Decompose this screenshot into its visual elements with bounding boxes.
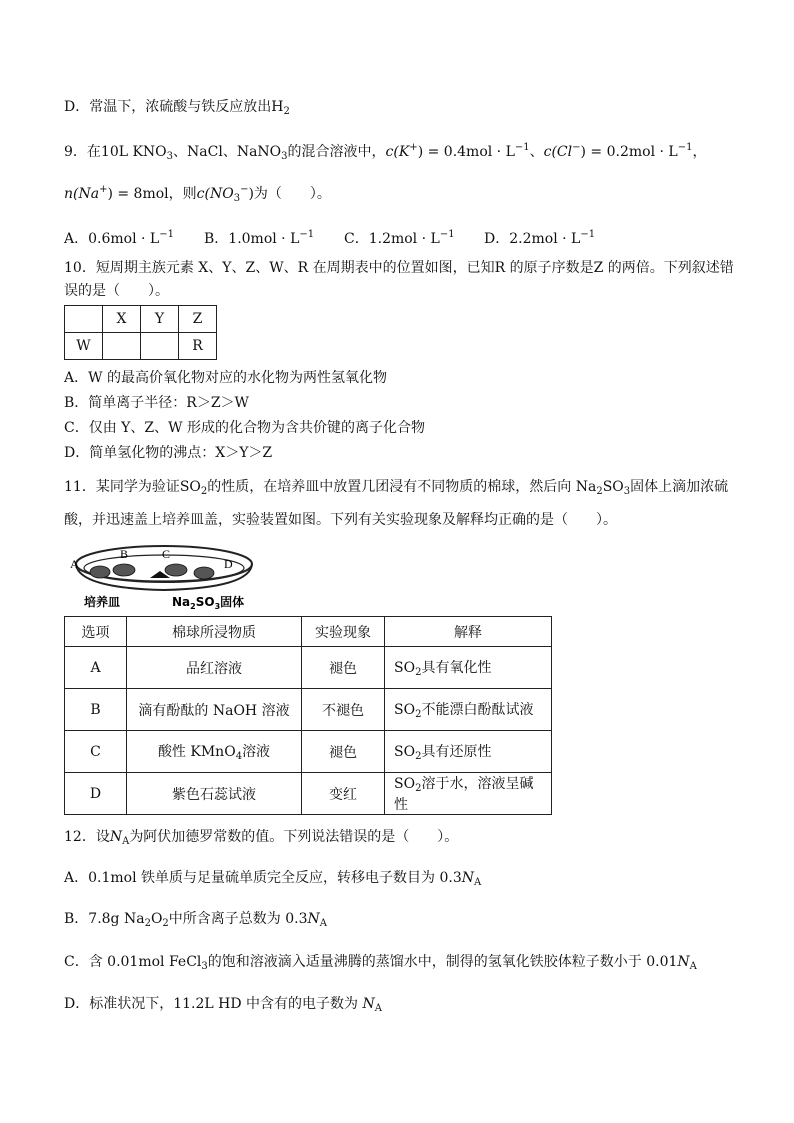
q12-text: A．0.1mol 铁单质与足量硫单质完全反应，转移电子数目为 0.3	[64, 870, 462, 886]
exp-sub: 2	[415, 709, 422, 720]
table-cell: Y	[141, 306, 179, 333]
q12-text: C．含 0.01mol FeCl	[64, 954, 202, 970]
q8-d-text: D．常温下，浓硫酸与铁反应放出H	[64, 99, 284, 115]
q9-opt-text: A．0.6mol · L	[64, 231, 160, 247]
exp-sub: 2	[415, 667, 422, 678]
row-substance: 紫色石蕊试液	[127, 773, 302, 815]
table-row	[65, 306, 217, 333]
table-cell: R	[179, 333, 217, 360]
exp-text: SO	[394, 702, 416, 718]
table-cell	[141, 333, 179, 360]
q12-text: 12．设	[64, 829, 110, 845]
q9-option-a	[64, 225, 204, 249]
periodic-table-fragment	[64, 305, 217, 360]
header-explanation: 解释	[385, 617, 552, 647]
label-b: B	[120, 547, 129, 561]
table-cell	[65, 306, 103, 333]
table-row	[65, 647, 552, 689]
row-option: A	[65, 647, 127, 689]
q9-sup: −	[240, 184, 249, 195]
q8-option-d	[64, 97, 290, 122]
q9-sub: 3	[281, 151, 288, 162]
row-phenomenon: 褪色	[302, 731, 385, 773]
row-explanation	[385, 773, 552, 815]
q9-text: ，	[692, 144, 707, 160]
q12-sub: A	[122, 836, 130, 847]
q8-d-sub: 2	[283, 106, 290, 117]
q12-stem	[64, 827, 458, 852]
q9-ccl: c(Cl	[543, 144, 573, 160]
row-explanation	[385, 647, 552, 689]
q12-text: 为阿伏加德罗常数的值。下列说法错误的是（ ）。	[129, 829, 459, 845]
label-a: A	[70, 557, 79, 571]
exp-text: 溶于水，溶液呈碱性	[394, 776, 534, 813]
table-cell: W	[65, 333, 103, 360]
q9-text: 、	[529, 144, 544, 160]
q12-na: N	[677, 954, 690, 970]
q12-option-c	[64, 952, 697, 977]
header-option: 选项	[65, 617, 127, 647]
q12-text: 的饱和溶液滴入适量沸腾的蒸馏水中，制得的氢氧化铁胶体粒子数小于 0.01	[207, 954, 678, 970]
q9-cno3: c(NO	[196, 186, 234, 202]
q11-stem-line2: 酸，并迅速盖上培养皿盖，实验装置如图。下列有关实验现象及解释均正确的是（ ）。	[64, 512, 617, 528]
exp-text: SO	[394, 744, 416, 760]
q12-sub: A	[689, 961, 697, 972]
q12-na: N	[461, 870, 474, 886]
table-row	[65, 773, 552, 815]
exp-text: 具有氧化性	[421, 660, 492, 676]
q9-sup: +	[409, 142, 418, 153]
row-phenomenon: 不褪色	[302, 689, 385, 731]
q12-sub: A	[473, 877, 482, 888]
table-row	[65, 333, 217, 360]
q9-sub: 3	[233, 193, 241, 204]
q9-option-d	[484, 225, 595, 249]
q9-stem-line2	[64, 180, 331, 209]
table-header-row	[65, 617, 552, 647]
q10-stem-line1: 10．短周期主族元素 X、Y、Z、W、R 在周期表中的位置如图，已知R 的原子序数是Z 的两倍。下列叙述错	[64, 260, 734, 276]
q12-sub: 3	[201, 961, 208, 972]
q12-na: N	[362, 996, 375, 1012]
label-dish: 培养皿	[84, 595, 121, 609]
table-cell	[103, 333, 141, 360]
exp-text: SO	[394, 776, 416, 792]
q10-option-d: D．简单氢化物的沸点：X＞Y＞Z	[64, 445, 273, 461]
solid-text: 固体	[220, 595, 245, 609]
q9-sup: +	[99, 184, 108, 195]
experiment-table	[64, 616, 552, 815]
row-explanation	[385, 731, 552, 773]
q9-text: ) = 0.4mol · L	[417, 144, 515, 160]
q10-stem-line2: 误的是（ ）。	[64, 283, 169, 299]
q9-sup: −1	[677, 142, 693, 153]
row-substance	[127, 731, 302, 773]
label-d: D	[224, 557, 233, 571]
q9-stem-line1	[64, 138, 706, 167]
exp-text: 具有还原性	[421, 744, 492, 760]
q9-opt-sup: −1	[580, 229, 596, 240]
q10-option-a: A．W 的最高价氧化物对应的水化物为两性氢氧化物	[64, 370, 387, 386]
header-substance: 棉球所浸物质	[127, 617, 302, 647]
row-option: D	[65, 773, 127, 815]
exp-sub: 2	[415, 783, 422, 794]
q11-sub: 2	[596, 486, 603, 497]
q11-sub: 2	[200, 486, 208, 497]
q9-opt-sup: −1	[299, 229, 315, 240]
q9-sup: −	[572, 142, 581, 153]
q11-sub: 3	[623, 486, 631, 497]
table-row	[65, 689, 552, 731]
sub-text: 溶液	[242, 744, 271, 760]
q9-opt-sup: −1	[439, 229, 455, 240]
exp-sub: 2	[415, 751, 422, 762]
table-row	[65, 731, 552, 773]
q9-options	[64, 225, 595, 249]
q12-na: N	[307, 911, 320, 927]
q12-option-b	[64, 909, 327, 934]
q9-opt-text: C．1.2mol · L	[344, 231, 440, 247]
row-explanation	[385, 689, 552, 731]
q9-opt-text: B．1.0mol · L	[204, 231, 300, 247]
row-phenomenon: 变红	[302, 773, 385, 815]
label-solid	[172, 594, 244, 611]
q9-sup: −1	[514, 142, 530, 153]
q9-ck: c(K	[385, 144, 410, 160]
solid-sub: 2	[190, 602, 196, 611]
q12-option-a	[64, 868, 481, 893]
sub-text: 酸性 KMnO	[157, 744, 236, 760]
q9-text: 9．在10L KNO	[64, 144, 167, 160]
q9-nna: n(Na	[64, 186, 100, 202]
q12-na: N	[109, 829, 123, 845]
q12-text: D．标准状况下，11.2L HD 中含有的电子数为	[64, 996, 363, 1012]
q10-option-c: C．仅由 Y、Z、W 形成的化合物为含共价键的离子化合物	[64, 420, 425, 436]
q9-option-c	[344, 225, 484, 249]
row-option: B	[65, 689, 127, 731]
label-c: C	[162, 547, 171, 561]
q12-text: 中所含离子总数为 0.3	[168, 911, 308, 927]
q12-sub: A	[319, 918, 327, 929]
q12-sub: 2	[162, 918, 169, 929]
q11-text: SO	[602, 479, 624, 495]
q9-text: ) = 0.2mol · L	[580, 144, 678, 160]
q12-sub: A	[374, 1003, 382, 1014]
q11-text: 11．某同学为验证SO	[64, 479, 201, 495]
solid-text: SO	[195, 595, 215, 609]
q12-sub: 2	[144, 918, 151, 929]
q11-text: 的性质，在培养皿中放置几团浸有不同物质的棉球，然后向 Na	[207, 479, 597, 495]
q12-option-d	[64, 994, 382, 1019]
q12-text: O	[150, 911, 163, 927]
q9-text: 、NaCl、NaNO	[173, 144, 282, 160]
q11-stem-line1	[64, 477, 728, 502]
q9-text: 的混合溶液中，	[287, 144, 386, 160]
q9-opt-sup: −1	[159, 229, 174, 240]
q11-text: 固体上滴加浓硫	[630, 479, 729, 495]
sub-sub: 4	[235, 751, 243, 762]
q9-option-b	[204, 225, 344, 249]
q9-text: )为（ ）。	[248, 186, 331, 202]
q9-opt-text: D．2.2mol · L	[484, 231, 581, 247]
petri-dish-figure	[64, 540, 254, 612]
header-phenomenon: 实验现象	[302, 617, 385, 647]
solid-sub: 3	[214, 602, 221, 611]
exp-text: SO	[394, 660, 416, 676]
solid-text: Na	[172, 595, 191, 609]
exp-text: 不能漂白酚酞试液	[421, 702, 534, 718]
row-phenomenon: 褪色	[302, 647, 385, 689]
row-substance: 品红溶液	[127, 647, 302, 689]
table-cell: X	[103, 306, 141, 333]
q10-option-b: B．简单离子半径：R＞Z＞W	[64, 395, 249, 411]
q9-text: ) = 8mol，则	[107, 186, 197, 202]
q9-sub: 3	[166, 151, 174, 162]
row-substance: 滴有酚酞的 NaOH 溶液	[127, 689, 302, 731]
q12-text: B．7.8g Na	[64, 911, 145, 927]
table-cell: Z	[179, 306, 217, 333]
row-option: C	[65, 731, 127, 773]
